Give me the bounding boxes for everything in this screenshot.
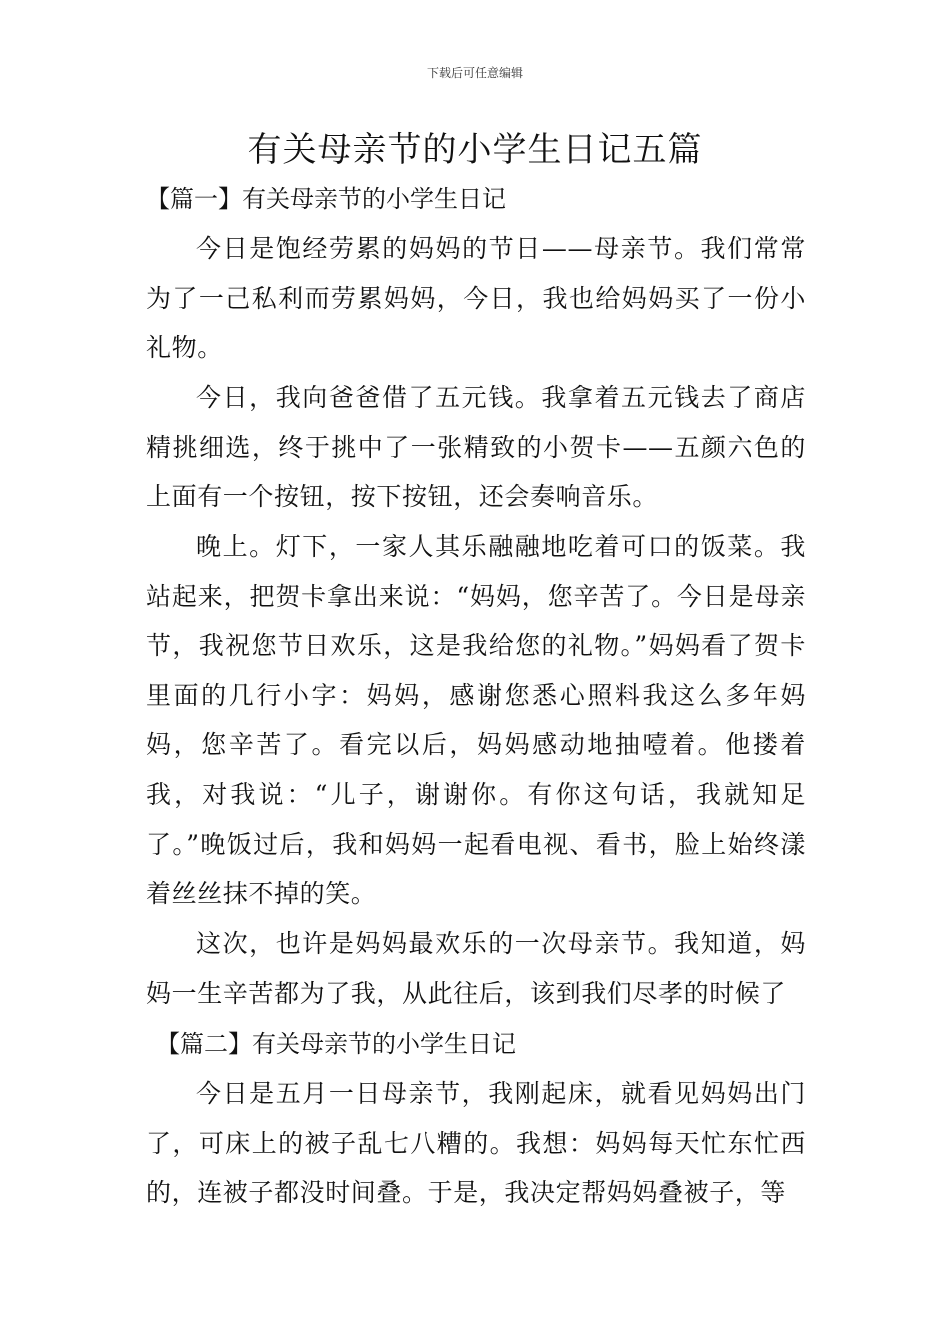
section-1-paragraph-1: 今日是饱经劳累的妈妈的节日——母亲节。我们常常为了一己私利而劳累妈妈，今日，我也给妈妈买了一份小礼物。 [146, 234, 806, 363]
section-1-paragraph-3: 晚上。灯下，一家人其乐融融地吃着可口的饭菜。我站起来，把贺卡拿出来说：“妈妈，您辛苦了。今日是母亲节，我祝您节日欢乐，这是我给您的礼物。”妈妈看了贺卡里面的几行小字：妈妈，感谢您悉心照料我这么多年妈妈，您辛苦了。看完以后，妈妈感动地抽噎着。他搂着我，对我说：“儿子，谢谢你。有你这句话，我就知足了。”晚饭过后，我和妈妈一起看电视、看书，脸上始终漾着丝丝抹不掉的笑。 [146, 532, 806, 909]
header-note: 下载后可任意编辑 [426, 66, 523, 80]
section-heading-1: 【篇一】有关母亲节的小学生日记 [146, 185, 506, 213]
section-1-paragraph-2: 今日，我向爸爸借了五元钱。我拿着五元钱去了商店精挑细选，终于挑中了一张精致的小贺卡——五颜六色的上面有一个按钮，按下按钮，还会奏响音乐。 [146, 383, 806, 512]
section-2-paragraph-1: 今日是五月一日母亲节，我刚起床，就看见妈妈出门了，可床上的被子乱七八糟的。我想：妈妈每天忙东忙西的，连被子都没时间叠。于是，我决定帮妈妈叠被子，等 [146, 1079, 806, 1208]
section-1-paragraph-4: 这次，也许是妈妈最欢乐的一次母亲节。我知道，妈妈一生辛苦都为了我，从此往后，该到我们尽孝的时候了 [146, 929, 806, 1008]
document-title: 有关母亲节的小学生日记五篇 [247, 130, 703, 170]
section-heading-2: 【篇二】有关母亲节的小学生日记 [156, 1030, 516, 1058]
